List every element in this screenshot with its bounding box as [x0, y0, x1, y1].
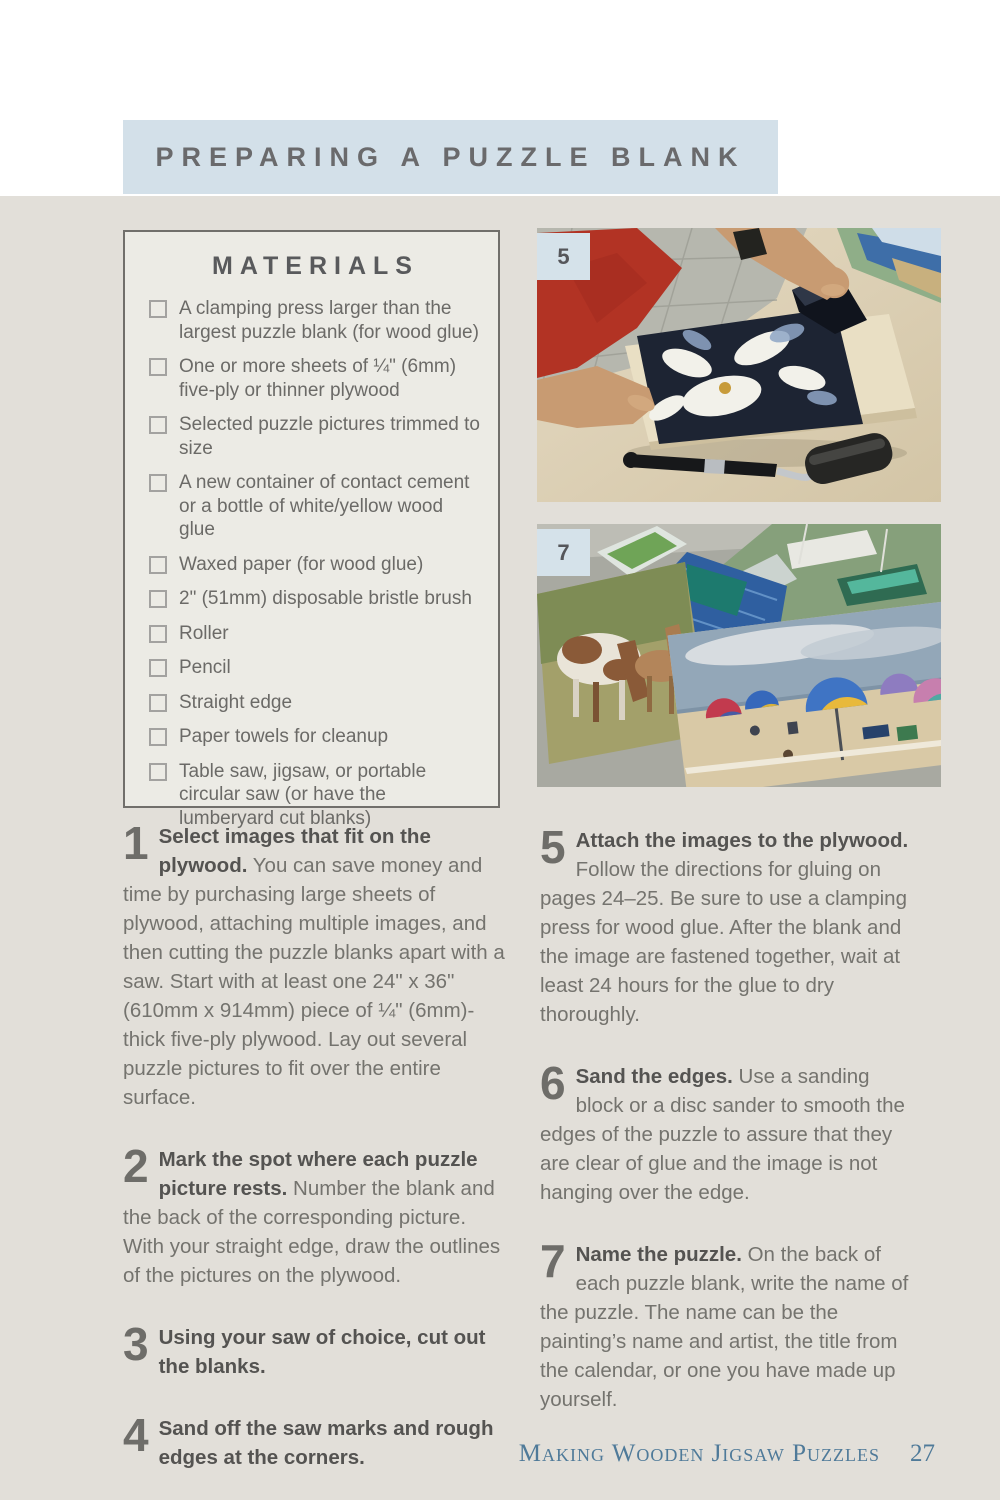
checkbox-icon — [149, 659, 167, 677]
checkbox-icon — [149, 694, 167, 712]
photo-figure-5 — [537, 228, 941, 502]
steps-column-right — [540, 821, 918, 1447]
step-3 — [123, 1318, 507, 1381]
material-item: Table saw, jigsaw, or portable circular saw (or have the lumberyard cut blanks) — [147, 760, 484, 831]
step-body: On the back of each puzzle blank, write the name of the puzzle. The name can be the painting’s name and artist, the title from the calendar, or one you have made up yourself. — [540, 1243, 909, 1411]
page-title: PREPARING A PUZZLE BLANK — [155, 141, 746, 172]
step-6 — [540, 1057, 918, 1207]
step-number: 2 — [123, 1140, 149, 1192]
material-item: One or more sheets of ¼" (6mm) five-ply or thinner plywood — [147, 355, 484, 402]
material-item: Selected puzzle pictures trimmed to size — [147, 413, 484, 460]
material-item: Roller — [147, 622, 484, 646]
photo-gluing-image — [537, 228, 941, 502]
step-body: Follow the directions for gluing on pages 24–25. Be sure to use a clamping press for wood glue. After the blank and the image are fastened together, wait at least 24 hours for the glue to dry thoroughly. — [540, 858, 907, 1026]
materials-title: MATERIALS — [212, 252, 419, 280]
checkbox-icon — [149, 300, 167, 318]
figure-number-badge: 7 — [537, 529, 590, 576]
material-item: Waxed paper (for wood glue) — [147, 553, 484, 577]
material-item: Straight edge — [147, 691, 484, 715]
step-lead: Using your saw of choice, cut out the blanks. — [158, 1326, 486, 1378]
step-5 — [540, 821, 918, 1029]
step-lead: Select images that fit on the plywood. — [158, 825, 431, 877]
page-footer — [519, 1440, 935, 1468]
step-lead: Attach the images to the plywood. — [575, 829, 909, 852]
material-item: Pencil — [147, 656, 484, 680]
section-header — [123, 120, 778, 194]
step-body: Number the blank and the back of the corresponding picture. With your straight edge, draw the outlines of the pictures on the plywood. — [123, 1177, 501, 1287]
step-number: 5 — [540, 821, 566, 873]
step-number: 1 — [123, 817, 149, 869]
checkbox-icon — [149, 556, 167, 574]
step-lead: Mark the spot where each puzzle picture rests. — [158, 1148, 478, 1200]
step-body: Use a sanding block or a disc sander to smooth the edges of the puzzle to assure that they are clear of glue and the image is not hanging over the edge. — [540, 1065, 905, 1204]
checkbox-icon — [149, 625, 167, 643]
checkbox-icon — [149, 358, 167, 376]
steps-column-left — [123, 817, 507, 1500]
step-lead: Sand off the saw marks and rough edges at the corners. — [158, 1417, 494, 1469]
step-number: 7 — [540, 1235, 566, 1287]
figure-number-badge: 5 — [537, 233, 590, 280]
materials-box — [123, 230, 500, 829]
checkbox-icon — [149, 590, 167, 608]
checkbox-icon — [149, 416, 167, 434]
checkbox-icon — [149, 474, 167, 492]
footer-book-title: Making Wooden Jigsaw Puzzles — [518, 1440, 880, 1467]
step-4 — [123, 1409, 507, 1472]
step-7 — [540, 1235, 918, 1414]
step-body: You can save money and time by purchasing large sheets of plywood, attaching multiple images, and then cutting the puzzle blanks apart with a saw. Start with at least one 24" x 36" (610mm x 914mm) piece of ¼" (6mm)-thick five-ply plywood. Lay out several puzzle pictures to fit over the entire surface. — [123, 854, 505, 1109]
step-number: 3 — [123, 1318, 149, 1370]
step-number: 4 — [123, 1409, 149, 1461]
step-lead: Sand the edges. — [575, 1065, 733, 1088]
material-item: 2" (51mm) disposable bristle brush — [147, 587, 484, 611]
step-1 — [123, 817, 507, 1112]
step-number: 6 — [540, 1057, 566, 1109]
step-lead: Name the puzzle. — [575, 1243, 742, 1266]
photo-figure-7 — [537, 524, 941, 787]
checkbox-icon — [149, 763, 167, 781]
checkbox-icon — [149, 728, 167, 746]
footer-page-number: 27 — [910, 1440, 935, 1467]
material-item: A clamping press larger than the largest puzzle blank (for wood glue) — [147, 297, 484, 344]
material-item: A new container of contact cement or a bottle of white/yellow wood glue — [147, 471, 484, 542]
step-2 — [123, 1140, 507, 1290]
material-item: Paper towels for cleanup — [147, 725, 484, 749]
photo-picture-stack — [537, 524, 941, 787]
